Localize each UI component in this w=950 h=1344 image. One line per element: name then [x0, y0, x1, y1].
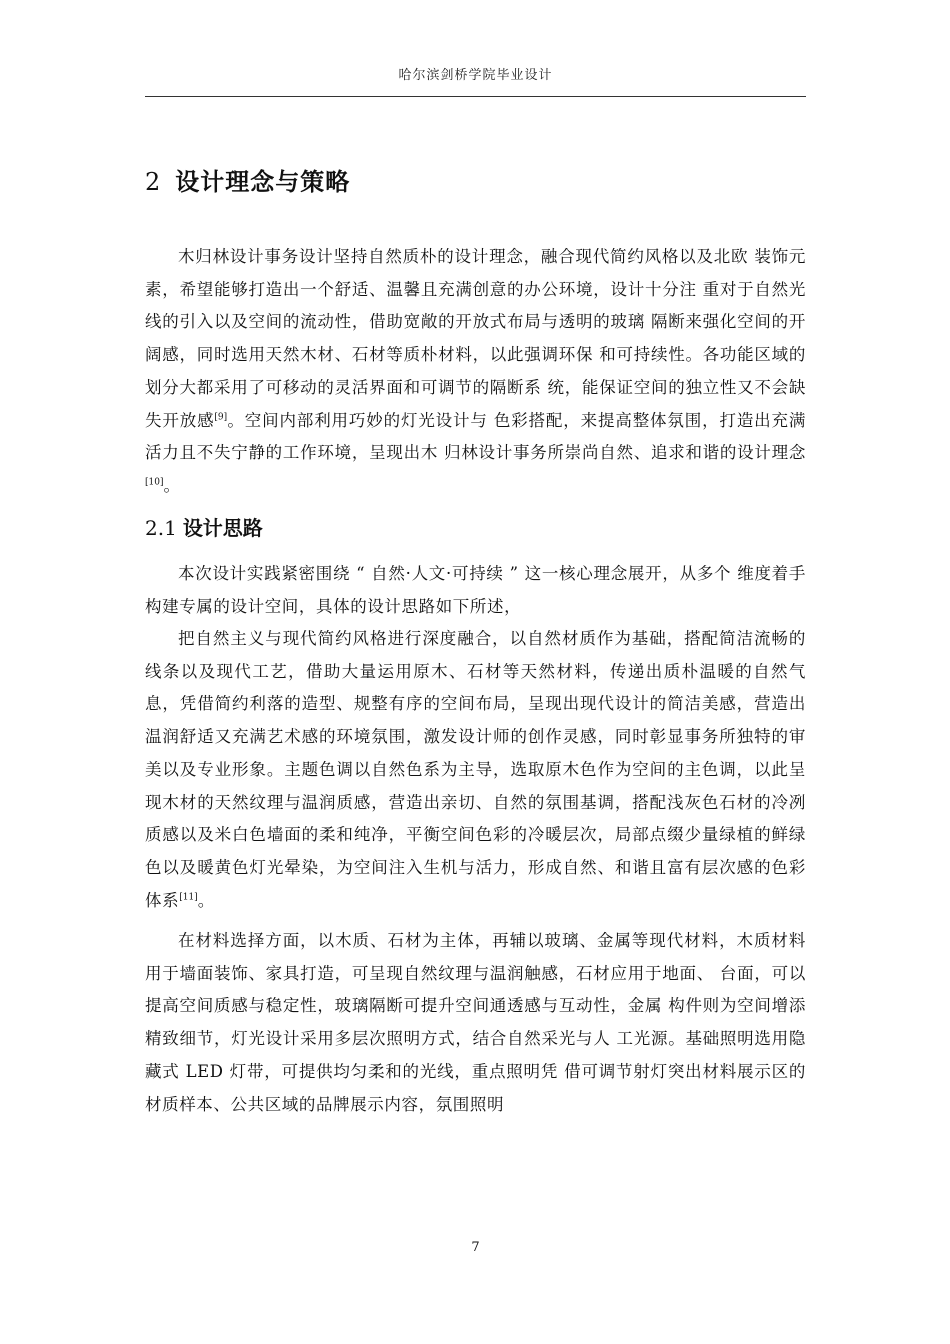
chapter-title	[145, 162, 350, 197]
paragraph-style-and-color	[145, 623, 806, 917]
section-number: 2.1	[145, 516, 177, 540]
page-header: 哈尔滨剑桥学院毕业设计	[398, 68, 553, 83]
paragraph-end-mark: 。	[163, 475, 181, 495]
chapter-heading-text: 设计理念与策略	[175, 167, 351, 196]
paragraph-design-approach-intro: 本次设计实践紧密围绕 “ 自然·人文·可持续 ” 这一核心理念展开，从多个 维度着手构建专属的设计空间，具体的设计思路如下所述，	[145, 564, 806, 616]
section-heading-text: 设计思路	[182, 516, 263, 540]
citation-9: [9]	[214, 412, 228, 423]
chapter-number: 2	[145, 168, 162, 196]
paragraph-design-concept	[145, 241, 806, 503]
paragraph-end-mark: 。	[197, 890, 215, 910]
paragraph-text: 把自然主义与现代简约风格进行深度融合，以自然材质作为基础，搭配简洁流畅的线条以及现代工艺，借助大量运用原木、石材等天然材料，传递出质朴温暖的自然气息，凭借简约利落的造型、规整有序的空间布局，呈现出现代设计的简洁美感，营造出温润舒适又充满艺术感的环境氛围，激发设计师的创作灵感，同时彰显事务所独特的审美以及专业形象。主题色调以自然色系为主导，选取原木色作为空间的主色调，以此呈现木材的天然纹理与温润质感，营造出亲切、自然的氛围基调，搭配浅灰色石材的冷冽质感以及米白色墙面的柔和纯净，平衡空间色彩的冷暖层次，局部点缀少量绿植的鲜绿色以及暖黄色灯光晕染，为空间注入生机与活力，形成自然、和谐且富有层次感的色彩体系	[145, 629, 806, 910]
paragraph-materials-lighting: 在材料选择方面，以木质、石材为主体，再辅以玻璃、金属等现代材料，木质材料用于墙面装饰、家具打造，可呈现自然纹理与温润触感，石材应用于地面、 台面，可以提高空间质感与稳定性，玻璃隔断可提升空间通透感与互动性，金属 构件则为空间增添精致细节，灯光设计采用多层次照明方式，结合自然采光与人 工光源。基础照明选用隐藏式 LED 灯带，可提供均匀柔和的光线，重点照明凭 借可调节射灯突出材料展示区的材质样本、公共区域的品牌展示内容，氛围照明	[145, 931, 806, 1114]
paragraph-text: 木归林设计事务设计坚持自然质朴的设计理念，融合现代简约风格以及北欧 装饰元素，希望能够打造出一个舒适、温馨且充满创意的办公环境，设计十分注 重对于自然光线的引入以及空间的流动性，借助宽敞的开放式布局与透明的玻璃 隔断来强化空间的开阔感，同时选用天然木材、石材等质朴材料，以此强调环保 和可持续性。各功能区域的划分大都采用了可移动的灵活界面和可调节的隔断系 统，能保证空间的独立性又不会缺失开放感	[145, 247, 806, 430]
header-divider	[145, 96, 806, 97]
page-number: 7	[471, 1240, 480, 1255]
citation-10: [10]	[145, 477, 164, 488]
citation-11: [11]	[179, 892, 198, 903]
paragraph-text-continued: 。空间内部利用巧妙的灯光设计与 色彩搭配，来提高整体氛围，打造出充满活力且不失宁静的工作环境，呈现出木 归林设计事务所崇尚自然、追求和谐的设计理念	[145, 410, 806, 463]
section-title	[145, 512, 263, 541]
